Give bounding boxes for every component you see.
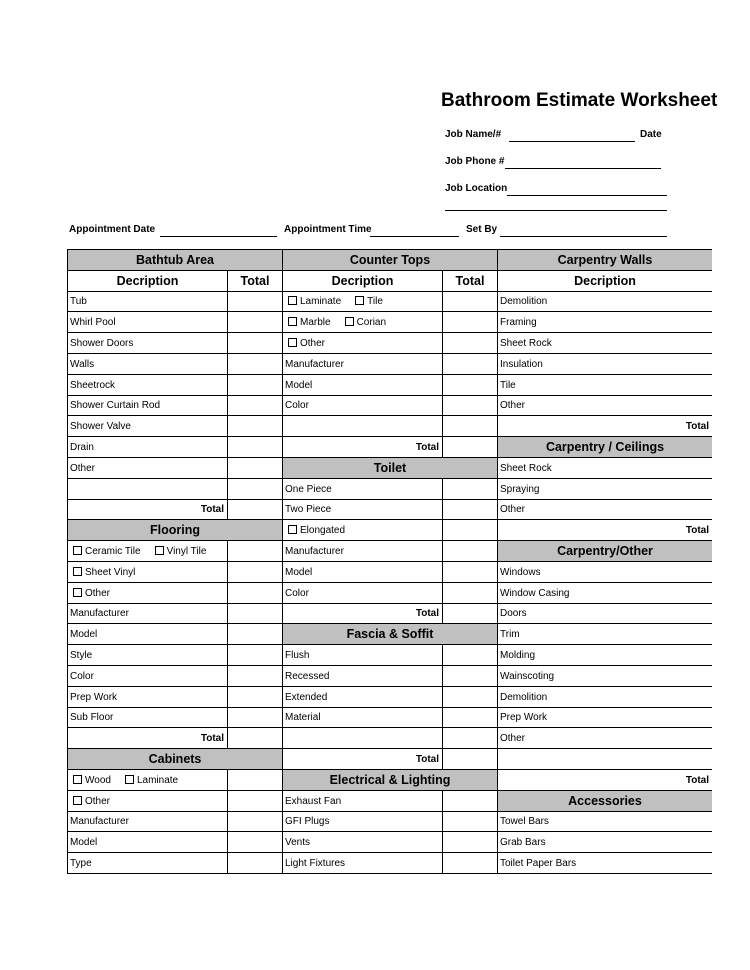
line-item: Light Fixtures	[282, 852, 442, 873]
line-item: Window Casing	[497, 582, 712, 603]
line-item: Whirl Pool	[67, 311, 227, 332]
checkbox[interactable]	[155, 546, 164, 555]
line-total-cell[interactable]	[227, 540, 282, 561]
line-item: Windows	[497, 561, 712, 582]
checkbox-row	[67, 790, 227, 811]
line-total-cell[interactable]	[442, 790, 497, 811]
line-total-cell[interactable]	[227, 415, 282, 436]
line-item: Molding	[497, 644, 712, 665]
appointment-date-field[interactable]	[160, 236, 277, 237]
line-item: Other	[497, 499, 712, 519]
line-item: Shower Curtain Rod	[67, 395, 227, 415]
checkbox[interactable]	[288, 338, 297, 347]
line-item	[497, 748, 712, 769]
line-total-cell[interactable]	[227, 436, 282, 457]
checkbox-row	[282, 519, 442, 540]
checkbox-label: Sheet Vinyl	[85, 567, 136, 578]
job-name-field[interactable]	[509, 141, 635, 142]
total-value-cell[interactable]	[442, 603, 497, 623]
section-header: Toilet	[282, 457, 497, 478]
line-item: Other	[497, 727, 712, 748]
line-total-cell[interactable]	[227, 603, 282, 623]
line-total-cell[interactable]	[227, 332, 282, 353]
line-item: Color	[282, 582, 442, 603]
date-label: Date	[640, 129, 662, 140]
job-phone-field[interactable]	[505, 168, 661, 169]
set-by-label: Set By	[466, 224, 498, 235]
total-label: Total	[67, 727, 227, 748]
line-item: Framing	[497, 311, 712, 332]
total-label: Total	[282, 436, 442, 457]
line-total-cell[interactable]	[442, 707, 497, 727]
line-item: Shower Doors	[67, 332, 227, 353]
appointment-date-label: Appointment Date	[69, 224, 156, 235]
checkbox-row	[282, 332, 442, 353]
line-item: Grab Bars	[497, 831, 712, 852]
line-item: Demolition	[497, 291, 712, 311]
line-total-cell[interactable]	[227, 769, 282, 790]
section-header: Carpentry Walls	[497, 249, 712, 270]
appointment-time-field[interactable]	[370, 236, 459, 237]
line-total-cell[interactable]	[227, 790, 282, 811]
section-header: Carpentry/Other	[497, 540, 712, 561]
checkbox-label: Vinyl Tile	[166, 546, 207, 557]
checkbox[interactable]	[73, 796, 82, 805]
line-item: Walls	[67, 353, 227, 374]
line-item: Manufacturer	[67, 811, 227, 831]
line-item: Extended	[282, 686, 442, 707]
line-item: Material	[282, 707, 442, 727]
checkbox[interactable]	[288, 296, 297, 305]
line-item: Model	[67, 831, 227, 852]
checkbox-row	[67, 540, 227, 561]
column-header-total: Total	[227, 270, 282, 291]
line-item: Towel Bars	[497, 811, 712, 831]
line-item	[282, 727, 442, 748]
checkbox[interactable]	[355, 296, 364, 305]
line-total-cell[interactable]	[442, 415, 497, 436]
line-item: Recessed	[282, 665, 442, 686]
line-total-cell[interactable]	[442, 727, 497, 748]
section-header: Counter Tops	[282, 249, 497, 270]
checkbox-label: Marble	[300, 317, 331, 328]
line-item: GFI Plugs	[282, 811, 442, 831]
line-item: Sheet Rock	[497, 332, 712, 353]
total-label: Total	[497, 769, 712, 790]
line-item: Other	[497, 395, 712, 415]
line-total-cell[interactable]	[442, 291, 497, 311]
set-by-field[interactable]	[500, 236, 667, 237]
line-total-cell[interactable]	[442, 311, 497, 332]
line-total-cell[interactable]	[442, 831, 497, 852]
checkbox-label: Tile	[367, 296, 383, 307]
line-item: Exhaust Fan	[282, 790, 442, 811]
total-label: Total	[497, 519, 712, 540]
line-total-cell[interactable]	[227, 582, 282, 603]
line-item: Model	[282, 374, 442, 395]
line-total-cell[interactable]	[227, 623, 282, 644]
line-total-cell[interactable]	[227, 831, 282, 852]
checkbox-row	[67, 561, 227, 582]
line-item: Style	[67, 644, 227, 665]
line-total-cell[interactable]	[442, 582, 497, 603]
line-item: Other	[67, 457, 227, 478]
column-header-description: Decription	[497, 270, 712, 291]
checkbox-label: Elongated	[300, 525, 346, 536]
appointment-time-label: Appointment Time	[284, 224, 372, 235]
line-total-cell[interactable]	[227, 291, 282, 311]
line-total-cell[interactable]	[442, 665, 497, 686]
line-item: Drain	[67, 436, 227, 457]
line-item: Spraying	[497, 478, 712, 499]
line-total-cell[interactable]	[442, 686, 497, 707]
total-value-cell[interactable]	[227, 727, 282, 748]
checkbox-label: Laminate	[300, 296, 342, 307]
line-item: Insulation	[497, 353, 712, 374]
checkbox-row	[282, 291, 442, 311]
line-item: Doors	[497, 603, 712, 623]
checkbox[interactable]	[288, 317, 297, 326]
line-item: Shower Valve	[67, 415, 227, 436]
line-total-cell[interactable]	[227, 852, 282, 873]
line-item: Wainscoting	[497, 665, 712, 686]
total-label: Total	[282, 748, 442, 769]
section-header: Carpentry / Ceilings	[497, 436, 712, 457]
line-item: Vents	[282, 831, 442, 852]
line-total-cell[interactable]	[227, 374, 282, 395]
line-total-cell[interactable]	[227, 665, 282, 686]
line-total-cell[interactable]	[442, 353, 497, 374]
line-total-cell[interactable]	[442, 561, 497, 582]
section-header: Cabinets	[67, 748, 282, 769]
checkbox[interactable]	[345, 317, 354, 326]
line-item: Toilet Paper Bars	[497, 852, 712, 873]
line-total-cell[interactable]	[227, 478, 282, 499]
checkbox-row	[67, 769, 227, 790]
line-total-cell[interactable]	[442, 540, 497, 561]
line-item: Flush	[282, 644, 442, 665]
checkbox-row	[282, 311, 442, 332]
line-item: Manufacturer	[282, 540, 442, 561]
line-total-cell[interactable]	[442, 395, 497, 415]
line-item: Sheetrock	[67, 374, 227, 395]
checkbox[interactable]	[73, 546, 82, 555]
line-total-cell[interactable]	[227, 707, 282, 727]
column-header-description: Decription	[67, 270, 227, 291]
checkbox[interactable]	[125, 775, 134, 784]
checkbox[interactable]	[73, 775, 82, 784]
section-header: Bathtub Area	[67, 249, 282, 270]
job-phone-label: Job Phone #	[445, 156, 505, 167]
line-total-cell[interactable]	[442, 519, 497, 540]
line-item: Manufacturer	[67, 603, 227, 623]
checkbox-label: Corian	[356, 317, 387, 328]
section-header: Electrical & Lighting	[282, 769, 497, 790]
checkbox-label: Wood	[85, 775, 111, 786]
section-header: Fascia & Soffit	[282, 623, 497, 644]
line-total-cell[interactable]	[442, 852, 497, 873]
total-value-cell[interactable]	[227, 499, 282, 519]
job-name-label: Job Name/#	[445, 129, 502, 140]
section-header: Flooring	[67, 519, 282, 540]
line-total-cell[interactable]	[227, 353, 282, 374]
line-item: Color	[67, 665, 227, 686]
line-item: Color	[282, 395, 442, 415]
checkbox[interactable]	[288, 525, 297, 534]
total-label: Total	[497, 415, 712, 436]
line-total-cell[interactable]	[442, 499, 497, 519]
line-item: Sub Floor	[67, 707, 227, 727]
line-item: Trim	[497, 623, 712, 644]
line-total-cell[interactable]	[442, 332, 497, 353]
line-item	[67, 478, 227, 499]
checkbox-label: Other	[300, 338, 326, 349]
checkbox-row	[67, 582, 227, 603]
line-total-cell[interactable]	[227, 395, 282, 415]
total-label: Total	[282, 603, 442, 623]
total-value-cell[interactable]	[442, 436, 497, 457]
line-item: Tub	[67, 291, 227, 311]
checkbox-label: Laminate	[136, 775, 179, 786]
grid-bottom-border	[67, 873, 712, 874]
checkbox-label: Ceramic Tile	[85, 546, 141, 557]
line-total-cell[interactable]	[227, 644, 282, 665]
line-item: Model	[282, 561, 442, 582]
line-item: Demolition	[497, 686, 712, 707]
line-total-cell[interactable]	[227, 457, 282, 478]
line-total-cell[interactable]	[227, 811, 282, 831]
column-header-description: Decription	[282, 270, 442, 291]
line-item: Prep Work	[497, 707, 712, 727]
line-item: Manufacturer	[282, 353, 442, 374]
line-total-cell[interactable]	[442, 374, 497, 395]
line-total-cell[interactable]	[442, 478, 497, 499]
page-title: Bathroom Estimate Worksheet	[441, 90, 718, 111]
line-item: Tile	[497, 374, 712, 395]
job-location-label: Job Location	[445, 183, 508, 194]
line-total-cell[interactable]	[227, 561, 282, 582]
line-total-cell[interactable]	[442, 644, 497, 665]
line-item: Model	[67, 623, 227, 644]
line-item: Type	[67, 852, 227, 873]
section-header: Accessories	[497, 790, 712, 811]
job-location-field[interactable]	[507, 195, 667, 196]
line-total-cell[interactable]	[227, 311, 282, 332]
line-item	[282, 415, 442, 436]
line-total-cell[interactable]	[227, 686, 282, 707]
checkbox[interactable]	[73, 567, 82, 576]
line-item: One Piece	[282, 478, 442, 499]
checkbox[interactable]	[73, 588, 82, 597]
total-label: Total	[67, 499, 227, 519]
line-item: Sheet Rock	[497, 457, 712, 478]
line-total-cell[interactable]	[442, 811, 497, 831]
checkbox-label: Other	[85, 796, 111, 807]
checkbox-label: Other	[85, 588, 111, 599]
line-item: Prep Work	[67, 686, 227, 707]
total-value-cell[interactable]	[442, 748, 497, 769]
line-item: Two Piece	[282, 499, 442, 519]
job-location-field-line2[interactable]	[445, 210, 667, 211]
column-header-total: Total	[442, 270, 497, 291]
